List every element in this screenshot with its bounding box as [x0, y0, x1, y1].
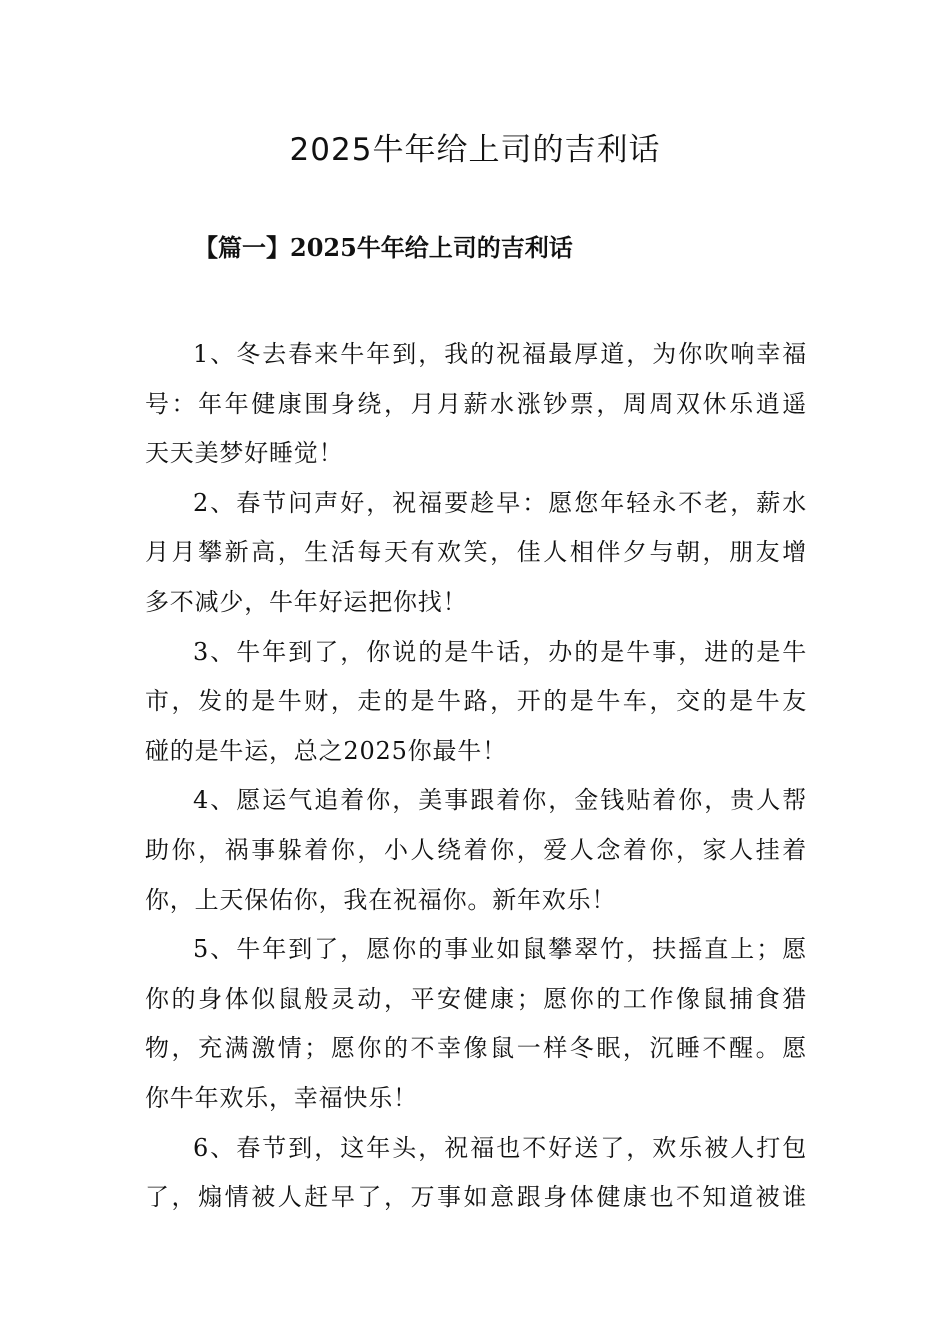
document-body [145, 330, 807, 1223]
paragraph-3 [145, 628, 807, 777]
paragraph-2 [145, 479, 807, 628]
paragraph-line: 多不减少，牛年好运把你找！ [145, 587, 468, 616]
paragraph-1 [145, 330, 807, 479]
paragraph-line: 了，煽情被人赶早了，万事如意跟身体健康也不知道被谁 [145, 1183, 807, 1212]
paragraph-line: 号：年年健康围身绕，月月薪水涨钞票，周周双休乐逍遥 [145, 389, 807, 418]
paragraph-6 [145, 1124, 807, 1223]
paragraph-line: 你，上天保佑你，我在祝福你。新年欢乐！ [145, 885, 617, 914]
paragraph-line: 5、牛年到了，愿你的事业如鼠攀翠竹，扶摇直上；愿 [193, 935, 807, 964]
paragraph-line: 物，充满激情；愿你的不幸像鼠一样冬眠，沉睡不醒。愿 [145, 1034, 807, 1063]
document-title: 2025牛年给上司的吉利话 [289, 132, 661, 168]
paragraph-5 [145, 925, 807, 1123]
paragraph-line: 你的身体似鼠般灵动，平安健康；愿你的工作像鼠捕食猎 [145, 984, 807, 1013]
paragraph-line: 6、春节到，这年头，祝福也不好送了，欢乐被人打包 [193, 1133, 807, 1162]
paragraph-line: 月月攀新高，生活每天有欢笑，佳人相伴夕与朝，朋友增 [145, 538, 807, 567]
paragraph-line: 4、愿运气追着你，美事跟着你，金钱贴着你，贵人帮 [193, 786, 807, 815]
paragraph-line: 你牛年欢乐，幸福快乐！ [145, 1083, 418, 1112]
paragraph-line: 碰的是牛运，总之2025你最牛！ [145, 736, 507, 765]
section-heading: 【篇一】2025牛年给上司的吉利话 [194, 233, 573, 262]
paragraph-4 [145, 776, 807, 925]
paragraph-line: 1、冬去春来牛年到，我的祝福最厚道，为你吹响幸福 [193, 340, 807, 368]
paragraph-line: 助你，祸事躲着你，小人绕着你，爱人念着你，家人挂着 [145, 835, 807, 864]
paragraph-line: 3、牛年到了，你说的是牛话，办的是牛事，进的是牛 [193, 637, 807, 666]
paragraph-line: 天天美梦好睡觉！ [145, 439, 344, 468]
paragraph-line: 市，发的是牛财，走的是牛路，开的是牛车，交的是牛友 [145, 687, 807, 716]
paragraph-line: 2、春节问声好，祝福要趁早：愿您年轻永不老，薪水 [193, 488, 807, 517]
